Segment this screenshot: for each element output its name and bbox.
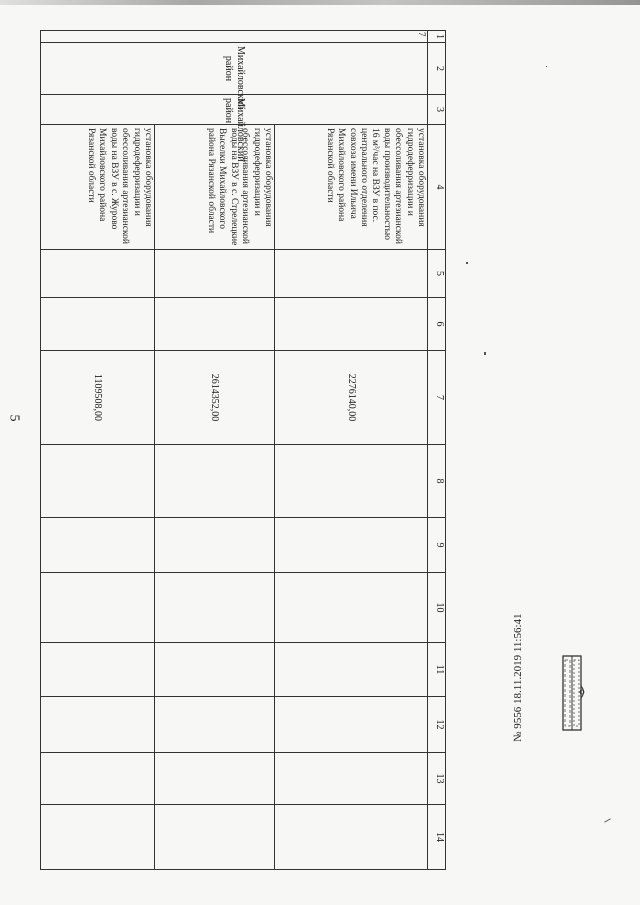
col-header-14: 14	[428, 805, 446, 870]
page-number: 5	[6, 414, 22, 422]
row-cell-6	[41, 298, 155, 351]
row-cell-11	[275, 643, 428, 697]
row-cell-13	[155, 753, 275, 805]
row-cell-12	[275, 697, 428, 753]
table-row	[155, 31, 275, 870]
row-description: установка оборудования гидродеферризации и обессоливания артезианской воды на ВЗУ в с. Стрелецкие Выселки Михайловского района Рязанской области	[155, 125, 275, 250]
col-header-3: 3	[428, 95, 446, 125]
first-col-mark: 7	[417, 32, 427, 37]
row-description: установка оборудования гидродеферризации и обессоливания артезианской воды на ВЗУ в с. Журово Михайловского района Рязанской области	[41, 125, 155, 250]
row-cell-8	[155, 445, 275, 518]
rotated-table	[40, 30, 446, 842]
row-cell-14	[155, 805, 275, 870]
row-amount: 2614352,00	[155, 351, 275, 445]
col-header-6: 6	[428, 298, 446, 351]
scan-speck	[466, 262, 468, 264]
col-header-10: 10	[428, 573, 446, 643]
row-cell-13	[41, 753, 155, 805]
scan-top-edge	[0, 0, 640, 5]
row-cell-9	[155, 518, 275, 573]
col-header-11: 11	[428, 643, 446, 697]
row-cell-6	[275, 298, 428, 351]
col-header-1: 1	[428, 31, 446, 43]
row-cell-11	[155, 643, 275, 697]
col-header-7: 7	[428, 351, 446, 445]
row-cell-5	[155, 250, 275, 298]
col-header-9: 9	[428, 518, 446, 573]
row-amount: 1109508,00	[41, 351, 155, 445]
table-region	[40, 30, 446, 842]
registration-note: № 9556 18.11.2019 11:56:41	[512, 613, 524, 742]
row-cell-10	[275, 573, 428, 643]
row-description: установка оборудования гидродеферризации и обессоливания артезианской воды производительностью 16 м³/час на ВЗУ в пос. центрального отделения совхоза имени Ильича Михайловского района Рязанской области	[275, 125, 428, 250]
row-cell-10	[155, 573, 275, 643]
row-cell-5	[41, 250, 155, 298]
data-table	[40, 30, 446, 870]
scan-speck	[484, 352, 486, 355]
scan-speck	[604, 818, 611, 822]
row-cell-11	[41, 643, 155, 697]
row-cell-10	[41, 573, 155, 643]
district-cell-col3: Михайловский район	[41, 95, 428, 125]
row-cell-8	[41, 445, 155, 518]
row-cell-13	[275, 753, 428, 805]
row-cell-6	[155, 298, 275, 351]
scan-speck	[546, 66, 547, 67]
row-cell-14	[41, 805, 155, 870]
row-cell-12	[155, 697, 275, 753]
table-row	[41, 31, 155, 870]
col-header-4: 4	[428, 125, 446, 250]
col-header-2: 2	[428, 43, 446, 95]
col-header-13: 13	[428, 753, 446, 805]
header-row	[428, 31, 446, 870]
first-col-cell	[41, 31, 428, 43]
row-amount: 2276140,00	[275, 351, 428, 445]
col-header-12: 12	[428, 697, 446, 753]
row-cell-12	[41, 697, 155, 753]
row-cell-9	[275, 518, 428, 573]
col-header-8: 8	[428, 445, 446, 518]
table-row	[275, 31, 428, 870]
row-cell-5	[275, 250, 428, 298]
row-cell-14	[275, 805, 428, 870]
registration-stamp-icon	[560, 648, 586, 738]
district-cell-col2: Михайловский район	[41, 43, 428, 95]
col-header-5: 5	[428, 250, 446, 298]
row-cell-8	[275, 445, 428, 518]
row-cell-9	[41, 518, 155, 573]
